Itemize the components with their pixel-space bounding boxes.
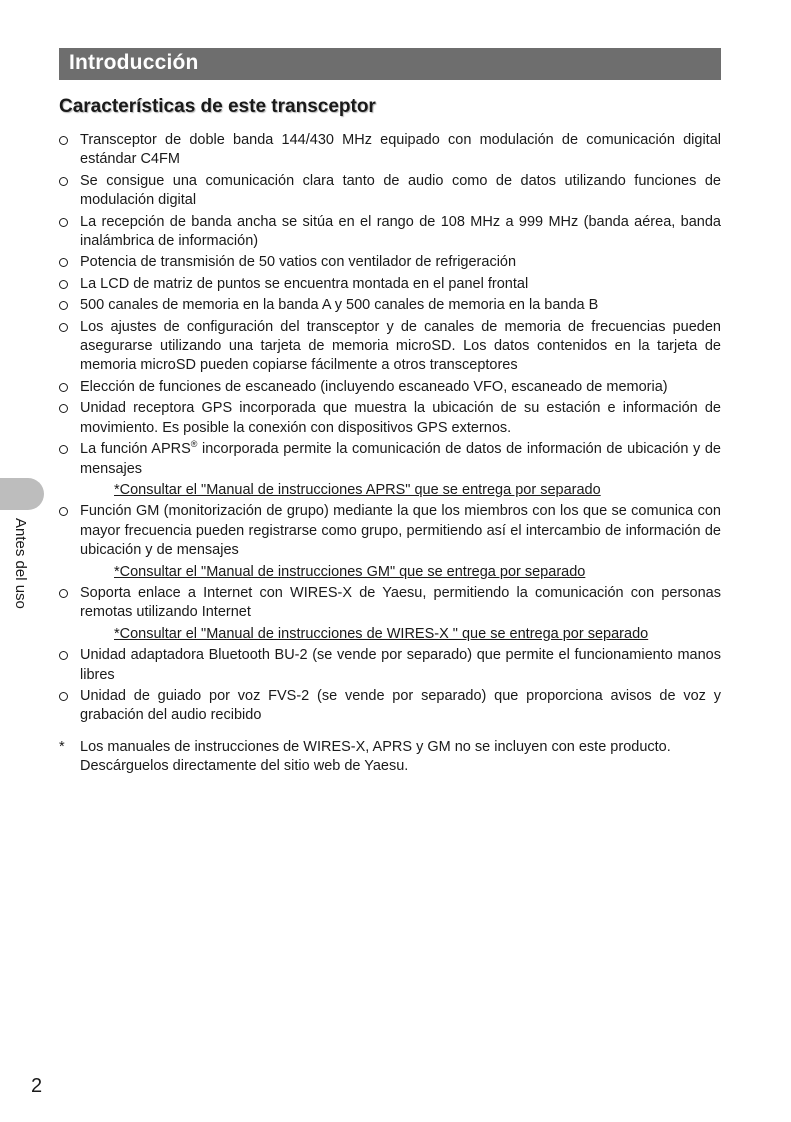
list-item — [59, 253, 721, 272]
wiresx-manual-note: *Consultar el "Manual de instrucciones de WIRES-X " que se entrega por separado — [114, 625, 649, 642]
list-item — [59, 399, 721, 438]
circle-bullet-icon — [59, 301, 68, 310]
circle-bullet-icon — [59, 383, 68, 392]
footnote — [59, 738, 721, 777]
page-number: 2 — [31, 1075, 43, 1097]
list-item-text: Potencia de transmisión de 50 vatios con ventilador de refrigeración — [80, 254, 517, 271]
list-item — [59, 131, 721, 170]
list-item — [59, 172, 721, 211]
page-subtitle: Características de este transceptor — [59, 96, 376, 117]
list-item-text: La recepción de banda ancha se sitúa en el rango de 108 MHz a 999 MHz (banda aérea, banda inalámbrica de información) — [80, 213, 721, 250]
circle-bullet-icon — [59, 589, 68, 598]
circle-bullet-icon — [59, 258, 68, 267]
gm-manual-note: *Consultar el "Manual de instrucciones GM" que se entrega por separado — [114, 563, 586, 580]
circle-bullet-icon — [59, 445, 68, 454]
list-item — [59, 296, 721, 315]
list-item-text: Unidad adaptadora Bluetooth BU-2 (se vende por separado) que permite el funcionamiento manos libres — [80, 647, 721, 683]
list-item-text: Los ajustes de configuración del transceptor y de canales de memoria de frecuencias pueden asegurarse utilizando una tarjeta de memoria microSD. Los datos contenidos en la tarjeta de memoria microSD pueden copiarse fácilmente a otros transceptores — [80, 318, 721, 374]
aprs-text-after: incorporada permite la comunicación de datos de información de ubicación y de mensajes — [80, 441, 721, 477]
circle-bullet-icon — [59, 507, 68, 516]
list-item-text: 500 canales de memoria en la banda A y 500 canales de memoria en la banda B — [80, 297, 599, 314]
feature-list — [59, 131, 721, 777]
aprs-manual-note: *Consultar el "Manual de instrucciones APRS" que se entrega por separado — [114, 481, 601, 498]
circle-bullet-icon — [59, 280, 68, 289]
list-item-text: Transceptor de doble banda 144/430 MHz equipado con modulación de comunicación digital estándar C4FM — [80, 132, 721, 168]
list-item — [59, 213, 721, 252]
list-item-text: Soporta enlace a Internet con WIRES-X de Yaesu, permitiendo la comunicación con personas remotas utilizando Internet — [80, 584, 721, 621]
list-item-text: La LCD de matriz de puntos se encuentra montada en el panel frontal — [80, 275, 529, 292]
list-item-wiresx — [59, 584, 721, 623]
circle-bullet-icon — [59, 692, 68, 701]
section-header-title: Introducción — [69, 51, 199, 74]
footnote-text: Los manuales de instrucciones de WIRES-X, APRS y GM no se incluyen con este producto. Descárguelos directamente del sitio web de Yaesu. — [80, 738, 671, 775]
circle-bullet-icon — [59, 651, 68, 660]
list-item-bu2 — [59, 646, 721, 685]
footnote-marker: * — [59, 738, 65, 755]
list-item-text: Unidad receptora GPS incorporada que muestra la ubicación de su estación e información de movimiento. Es posible la conexión con dispositivos GPS externos. — [80, 400, 721, 436]
circle-bullet-icon — [59, 136, 68, 145]
list-item — [59, 275, 721, 294]
side-tab-label: Antes del uso — [12, 518, 29, 609]
list-item-text: Unidad de guiado por voz FVS-2 (se vende por separado) que proporciona avisos de voz y grabación del audio recibido — [80, 687, 721, 724]
side-tab — [0, 478, 44, 510]
aprs-text-before: La función APRS — [80, 441, 191, 458]
registered-mark: ® — [190, 439, 198, 450]
list-item — [59, 318, 721, 376]
list-item-fvs2 — [59, 687, 721, 726]
list-item-text: Se consigue una comunicación clara tanto de audio como de datos utilizando funciones de modulación digital — [80, 172, 721, 209]
list-item-gm — [59, 502, 721, 560]
list-item-text: Elección de funciones de escaneado (incluyendo escaneado VFO, escaneado de memoria) — [80, 378, 668, 395]
list-item-aprs — [59, 440, 721, 479]
list-item-text: Función GM (monitorización de grupo) mediante la que los miembros con los que se comunica con mayor frecuencia pueden registrarse como grupo, permitiendo así el intercambio de información de ubicación y de mensajes — [80, 503, 721, 559]
list-item — [59, 378, 721, 397]
circle-bullet-icon — [59, 177, 68, 186]
circle-bullet-icon — [59, 218, 68, 227]
circle-bullet-icon — [59, 323, 68, 332]
circle-bullet-icon — [59, 404, 68, 413]
section-header-bar — [59, 48, 721, 80]
